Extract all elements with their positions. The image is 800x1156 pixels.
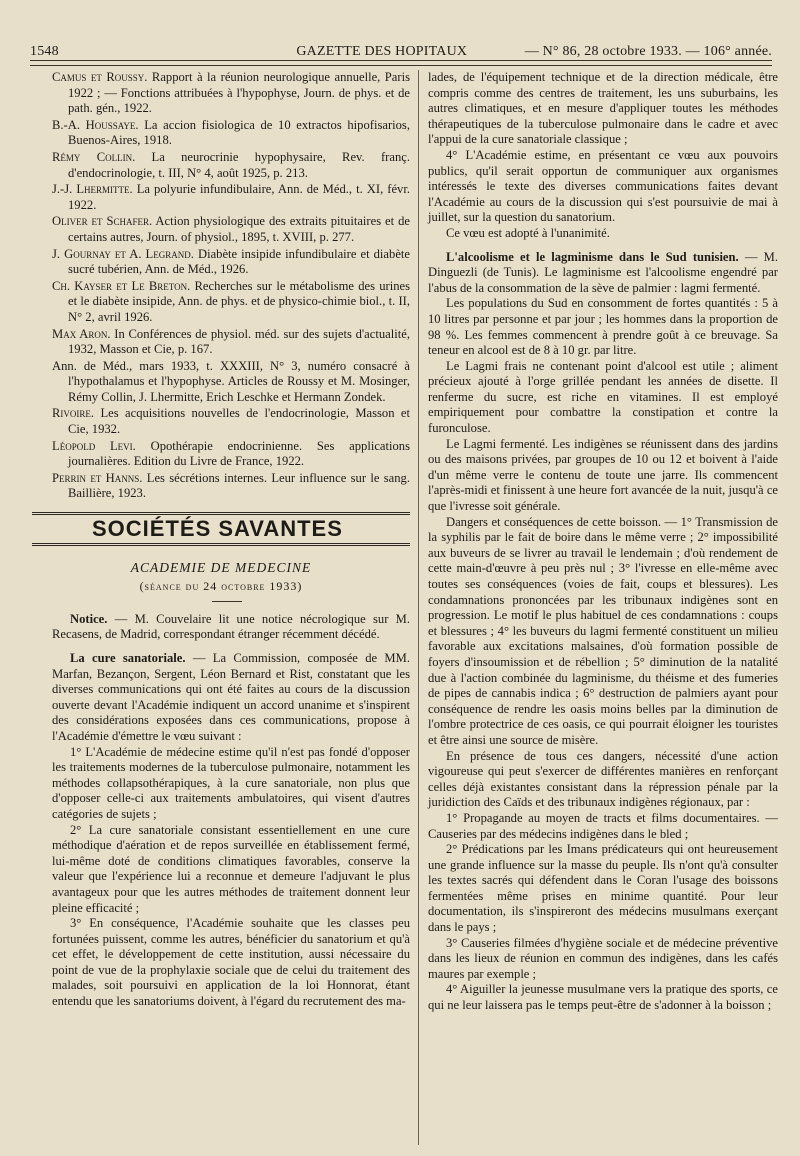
lagmi-frais-paragraph: Le Lagmi frais ne contenant point d'alcool est utile ; aliment précieux ajouté à l'orge grillée pendant les années de disette. Il renferme du sucre, est riche en vitamines. Il est employé empiriquement pour combattre la constipation et contre la furonculose.	[428, 358, 778, 436]
vow-point-4: 4° L'Académie estime, en présentant ce vœu aux pouvoirs publics, qu'il serait opportun de communiquer aux organismes intéressés le texte des diverses communications faites devant l'Académie au cours de la discussion qui s'est poursuivie de mai à juillet, sur la question du sanatorium.	[428, 147, 778, 225]
alcohol-paragraph	[428, 250, 778, 297]
measure-2: 2° Prédications par les Imans prédicateurs qui ont heureusement une grande influence sur la masse du peuple. Ils n'ont qu'à consulter les textes sacrés qui défendent dans le Coran l'usage des boissons fermentées même prises en minime quantité. Pour leur documentation, ils s'inspireront des médecins musulmans exerçant dans le pays ;	[428, 842, 778, 935]
cure-text: — La Commission, composée de MM. Marfan, Bezançon, Sergent, Léon Bernard et Rist, constatant que les diverses communications qui ont été faites au cours de la discussion ouverte devant l'Académie indiquent un accord unanime et s'inspirent des considérations exposées dans ces communications, propose à l'Académie d'émettre le vœu suivant :	[52, 651, 410, 743]
reference-text: Diabète insipide infundibulaire et diabète sucré tubérien, Ann. de Méd., 1926.	[68, 246, 410, 277]
reference-item	[52, 118, 410, 149]
reference-text: La neurocrinie hypophysaire, Rev. franç. d'endocrinologie, t. III, N° 4, août 1925, p. 213.	[68, 149, 410, 180]
left-column	[52, 70, 410, 1010]
reference-item	[52, 439, 410, 470]
reference-item	[52, 406, 410, 437]
vow-continuation: lades, de l'équipement technique et de la direction médicale, être compris comme des centres de traitement, les uns suburbains, les autres climatiques, et en mesure d'appliquer toutes les méthodes thérapeutiques de la tuberculose pulmonaire dans le cadre et avec l'appui de la cure sanatoriale classique ;	[428, 70, 778, 147]
adoption-line: Ce vœu est adopté à l'unanimité.	[446, 225, 610, 240]
issue-info: — N° 86, 28 octobre 1933. — 106° année.	[524, 44, 772, 59]
reference-text: Les sécrétions internes. Leur influence sur le sang. Baillière, 1923.	[68, 470, 410, 501]
reference-authors: Rémy Collin.	[52, 149, 136, 164]
reference-authors: J. Gournay et A. Legrand.	[52, 246, 194, 261]
reference-text: Recherches sur le métabolisme des urines et le diabète insipide, Ann. de phys. et de physico-chimie biol., t. II, N° 2, avril 1926.	[68, 278, 410, 324]
reference-item	[52, 182, 410, 213]
vow-point-3: 3° En conséquence, l'Académie souhaite que les classes peu fortunées puissent, comme les autres, bénéficier du sanatorium et qu'à cet effet, le développement de cette institution, aussi nécessaire du point de vue de la prophylaxie sociale que de celui du traitement des malades, soit poursuivi en application de la loi Honnorat, étant entendu que les sanatoriums doivent, à l'égard du recrutement des ma-	[52, 916, 410, 1009]
header-rule	[30, 60, 772, 66]
reference-item	[52, 471, 410, 502]
reference-item	[52, 214, 410, 245]
populations-paragraph: Les populations du Sud en consomment de fortes quantités : 5 à 10 litres par personne et par jour ; les hommes dans la proportion de 98 %. Les femmes commencent à prendre goût à ce breuvage. Sa teneur en alcool est de 8 à 10 gr. par litre.	[428, 296, 778, 358]
reference-item	[52, 327, 410, 358]
reference-text: Rapport à la réunion neurologique annuelle, Paris 1922 ; — Fonctions attribuées à l'hypophyse, Journ. de phys. et de path. gén., 1922.	[68, 70, 410, 116]
measure-4: 4° Aiguiller la jeunesse musulmane vers la pratique des sports, ce qui ne leur laissera pas le temps peut-être de s'adonner à la boisson ;	[428, 982, 778, 1013]
vow-point-2: 2° La cure sanatoriale consistant essentiellement en une cure méthodique d'aération et de repos surveillée en établissement fermé, lui-même doté de conditions climatiques favorables, conserve la valeur que l'expérience lui a reconnue et demeure l'adjuvant le plus avantageux pour que les autres méthodes de traitement donnent leur pleine efficacité ;	[52, 822, 410, 915]
reference-text: Opothérapie endocrinienne. Ses applications journalières. Edition du Livre de France, 1922.	[68, 438, 410, 469]
notice-label: Notice.	[70, 611, 108, 626]
dangers-paragraph: Dangers et conséquences de cette boisson. — 1° Transmission de la syphilis par le fait de boire dans le même verre ; 2° impossibilité aux buveurs de se livrer au travail le lendemain ; d'où rendement de cette main-d'œuvre à peu près nul ; 3° l'ivresse en elle-même avec toutes ses conséquences (voies de fait, coups et blessures). Les condamnations prononcées par les tribunaux indigènes sont en progression. Le motif le plus habituel de ces condamnations : coups et blessures ; 4° les buveurs du lagmi fermenté constituent un milieu favorable aux excitations malsaines, d'où formation possible de foyers d'insoumission et de rébellion ; 5° diminution de la natalité due à l'action combinée du lagminisme, du théisme et des fumeries de pipes de cannabis indica ; 6° destruction de palmiers ayant pour conséquence de rendre les oasis moins belles par la diminution de l'ombre protectrice de ces oasis, ce qui pourrait éloigner les touristes et être ainsi une source de misère.	[428, 514, 778, 747]
notice-text: — M. Couvelaire lit une notice nécrologique sur M. Recasens, de Madrid, correspondant étranger récemment décédé.	[52, 611, 410, 642]
reference-authors: B.-A. Houssaye.	[52, 117, 139, 132]
reference-text: La polyurie infundibulaire, Ann. de Méd., t. XI, févr. 1922.	[68, 182, 410, 212]
cure-label: La cure sanatoriale.	[70, 651, 186, 665]
measure-3: 3° Causeries filmées d'hygiène sociale et de médecine préventive dans les lieux de réunion en commun des indigènes, dans les cafés maures par exemple ;	[428, 935, 778, 981]
reference-item	[52, 70, 410, 117]
lagmi-ferment-paragraph: Le Lagmi fermenté. Les indigènes se réunissent dans des jardins ou des maisons privées, par groupes de 10 ou 12 et boivent à l'aide d'un même verre le contenu de toute une jarre. Ils commencent l'après-midi et finissent à une heure fort avancée de la nuit, jusqu'à ce que l'ivresse soit générale.	[428, 436, 778, 514]
seance-date: (séance du 24 octobre 1933)	[139, 579, 303, 594]
academy-heading: ACADEMIE DE MEDECINE	[130, 559, 312, 575]
reference-authors: Perrin et Hanns.	[52, 470, 143, 485]
running-header	[30, 22, 772, 60]
section-rules	[32, 512, 410, 546]
alcohol-intro: — M. Dinguezli (de Tunis). Le lagminisme est l'alcoolisme engendré par l'abus de la consommation de la sève de palmier : lagmi fermenté.	[428, 249, 778, 295]
presence-paragraph: En présence de tous ces dangers, nécessité d'une action vigoureuse qui peut s'exercer de différentes manières en renforçant celles déjà existantes consistant dans la répression pénale par la juridiction des Caïds et des tribunaux indigènes régionaux, par :	[428, 748, 778, 810]
reference-text: Les acquisitions nouvelles de l'endocrinologie, Masson et Cie, 1932.	[68, 406, 410, 437]
vow-point-1: 1° L'Académie de médecine estime qu'il n'est pas fondé d'opposer les traitements modernes de la tuberculose pulmonaire, notamment les méthodes collapsothérapiques, à la cure sanatoriale, non plus que d'opposer celle-ci aux traitements ambulatoires, qui visent d'autres catégories de sujets ;	[52, 744, 410, 821]
cure-paragraph	[52, 651, 410, 745]
reference-authors: Oliver et Schafer.	[52, 214, 153, 229]
reference-item	[52, 247, 410, 278]
reference-text: Action physiologique des extraits pituitaires et de certains autres, Journ. of physiol., 1895, t. XVIII, p. 277.	[68, 214, 410, 244]
section-title: SOCIÉTÉS SAVANTES	[92, 516, 343, 542]
alcohol-heading: L'alcoolisme et le lagminisme dans le Sud tunisien.	[446, 249, 739, 264]
reference-item	[52, 150, 410, 181]
reference-authors: Léopold Levi.	[52, 438, 136, 453]
right-column	[428, 70, 778, 1014]
column-divider	[418, 70, 419, 1145]
reference-text: In Conférences de physiol. méd. sur des sujets d'actualité, 1932, Masson et Cie, p. 167.	[68, 326, 410, 357]
reference-authors: Ch. Kayser et Le Breton.	[52, 278, 191, 293]
page-number: 1548	[30, 44, 59, 59]
reference-item	[52, 279, 410, 326]
journal-title: GAZETTE DES HOPITAUX	[296, 44, 468, 59]
reference-list	[52, 70, 410, 502]
reference-text: Ann. de Méd., mars 1933, t. XXXIII, N° 3, numéro consacré à l'hypothalamus et l'hypophyse. Articles de Roussy et M. Mosinger, Rémy Collin, J. Lhermitte, Erich Leschke et Hermann Zondek.	[52, 358, 410, 404]
reference-item	[52, 359, 410, 406]
notice-paragraph	[52, 612, 410, 643]
reference-authors: Camus et Roussy.	[52, 70, 148, 84]
reference-authors: J.-J. Lhermitte.	[52, 182, 133, 197]
reference-authors: Rivoire.	[52, 406, 95, 421]
short-rule	[212, 601, 242, 602]
measure-1: 1° Propagande au moyen de tracts et films documentaires. — Causeries par des médecins indigènes dans le bled ;	[428, 810, 778, 841]
reference-authors: Max Aron.	[52, 326, 111, 341]
reference-text: La accion fisiologica de 10 extractos hipofisarios, Buenos-Aires, 1918.	[68, 117, 410, 148]
